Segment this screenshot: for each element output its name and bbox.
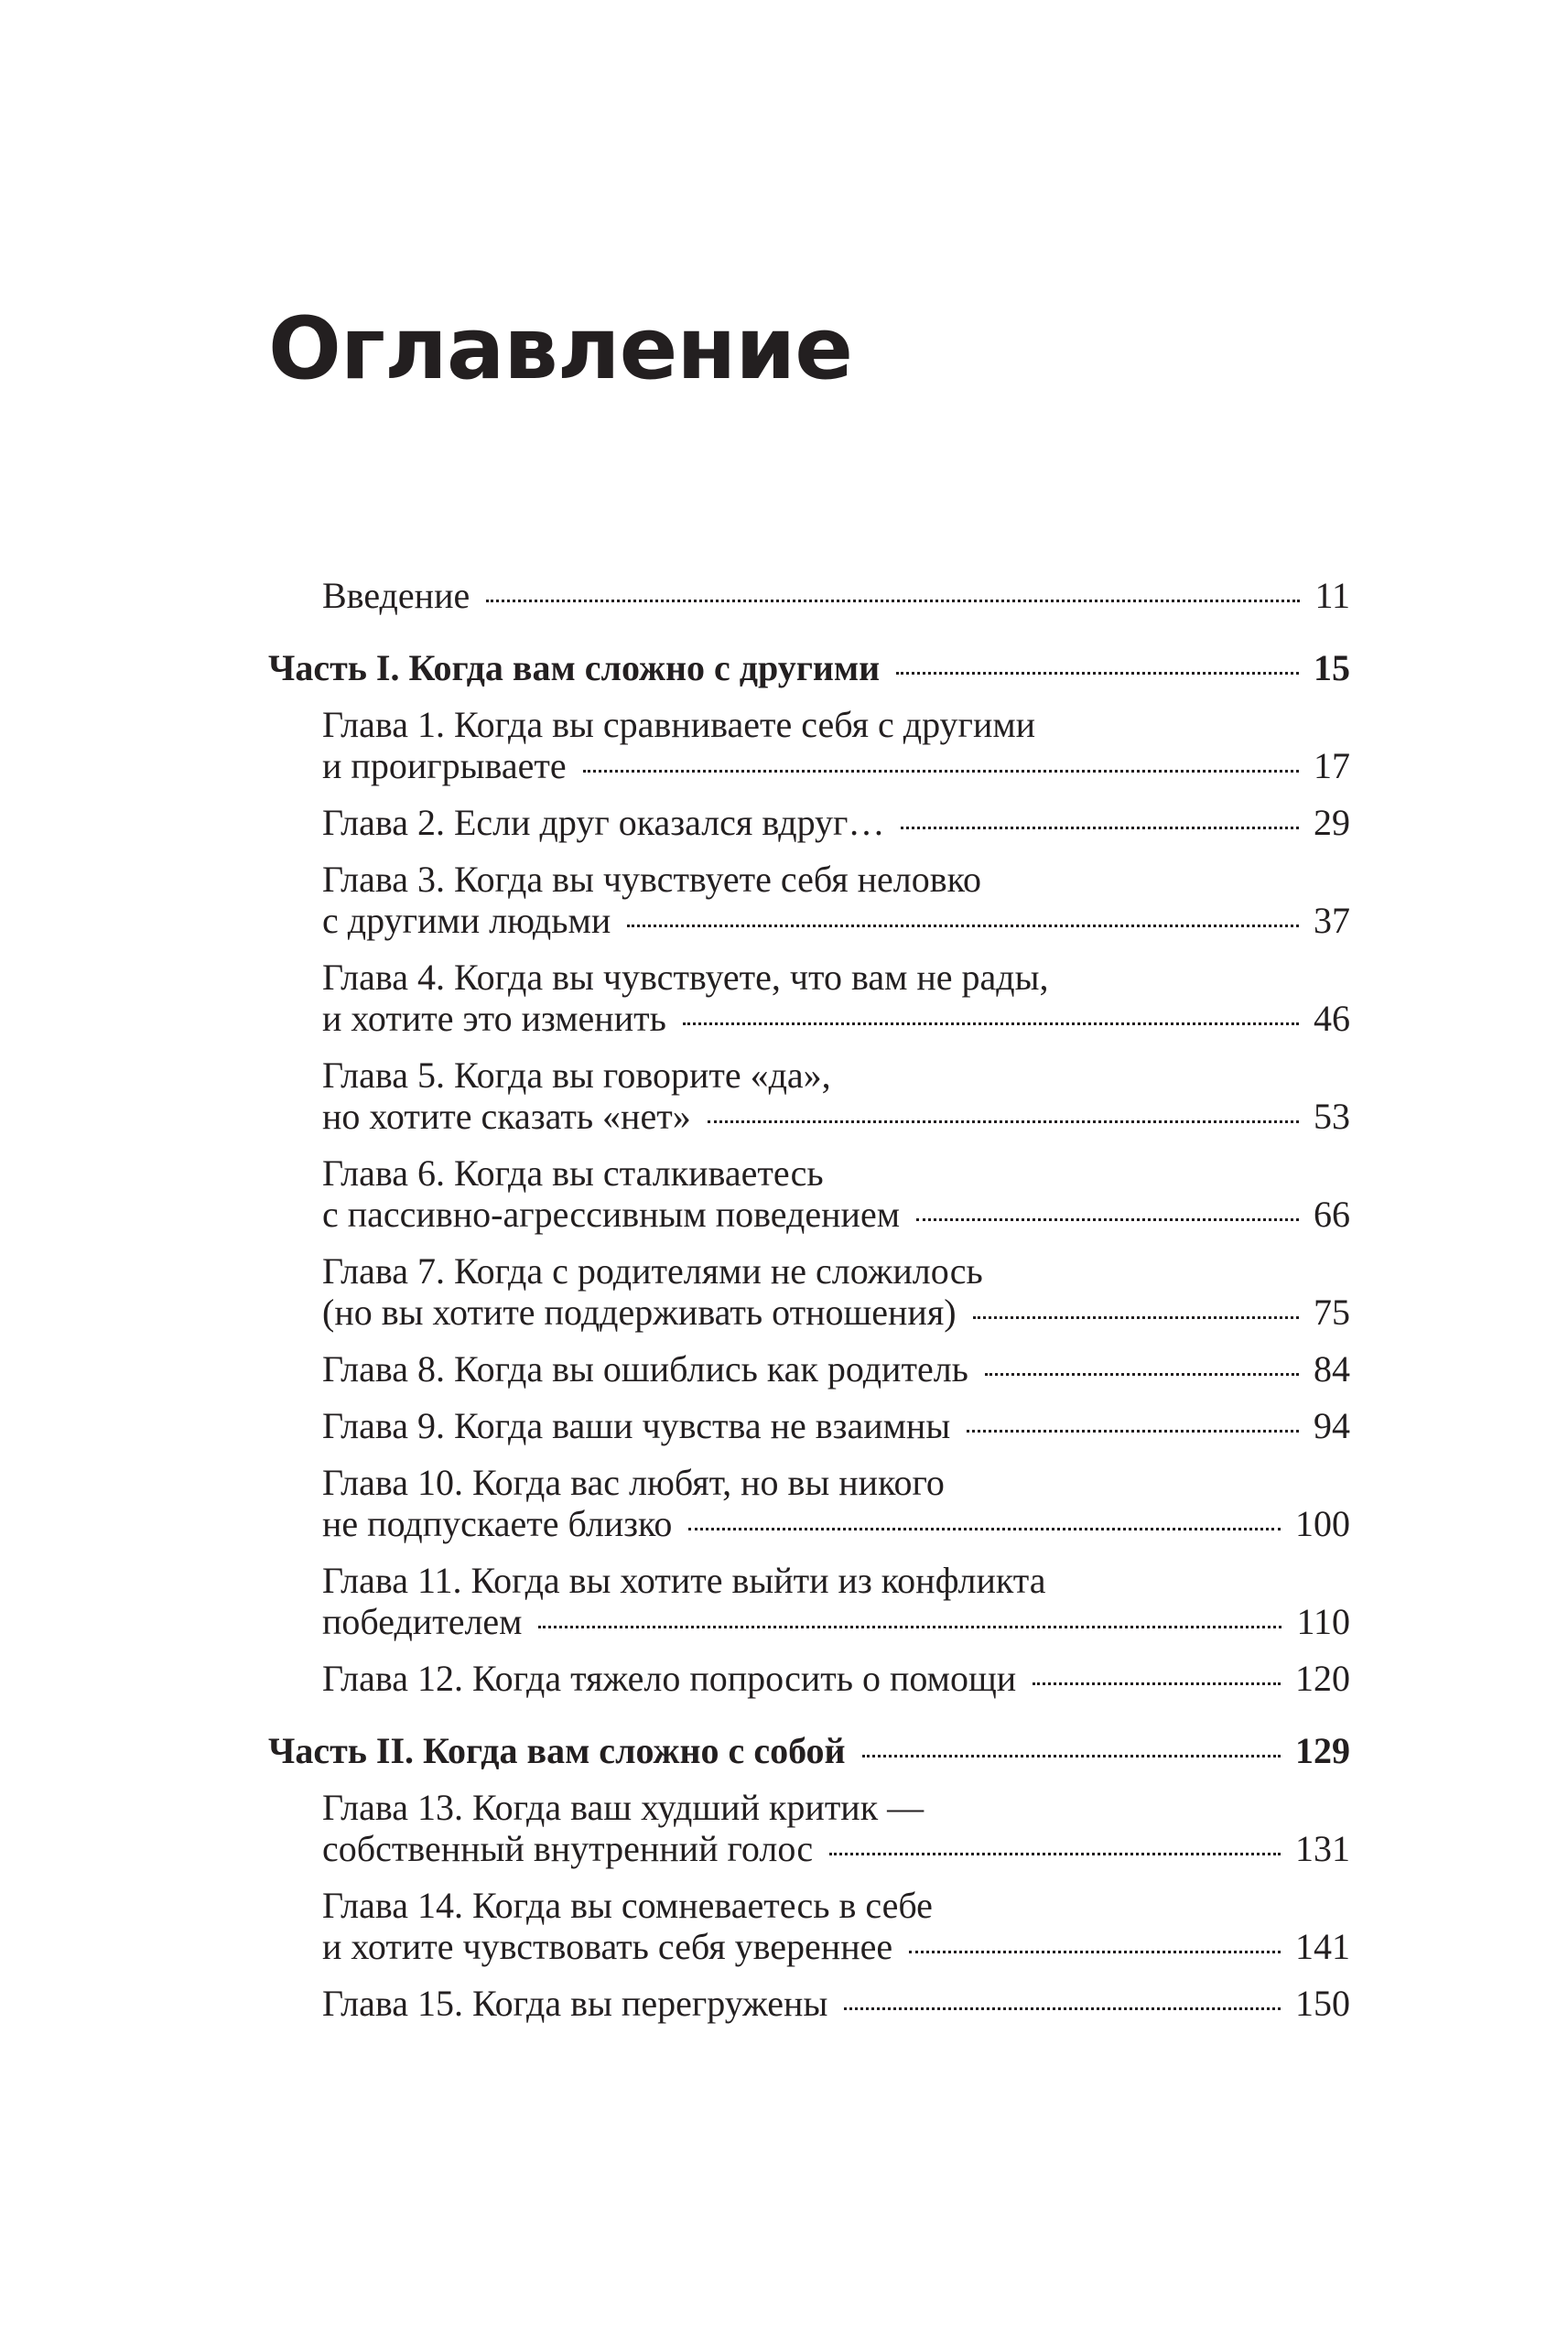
toc-entry-title: но хотите сказать «нет» bbox=[322, 1096, 691, 1137]
toc-entry-title-line: Глава 3. Когда вы чувствуете себя неловко bbox=[322, 859, 982, 900]
toc-page-number: 46 bbox=[1314, 998, 1350, 1039]
dot-leader bbox=[909, 1951, 1281, 1953]
toc-entry-title-line: Глава 7. Когда с родителями не сложилось bbox=[322, 1250, 983, 1292]
table-of-contents bbox=[268, 575, 1350, 2024]
toc-page-number: 94 bbox=[1314, 1405, 1350, 1446]
toc-page-number: 15 bbox=[1314, 647, 1350, 688]
toc-part-title: Часть II. Когда вам сложно с собой bbox=[268, 1730, 846, 1771]
toc-page-number: 110 bbox=[1296, 1601, 1350, 1642]
dot-leader bbox=[973, 1316, 1299, 1319]
toc-page-number: 53 bbox=[1314, 1096, 1350, 1137]
toc-entry-chapter-5[interactable] bbox=[268, 1054, 1350, 1137]
toc-page-number: 100 bbox=[1295, 1503, 1350, 1544]
dot-leader bbox=[627, 925, 1299, 927]
toc-entry-part-1[interactable] bbox=[268, 647, 1350, 688]
toc-entry-title: Глава 9. Когда ваши чувства не взаимны bbox=[322, 1405, 951, 1446]
toc-entry-title: Глава 2. Если друг оказался вдруг… bbox=[322, 802, 885, 843]
toc-entry-title: с пассивно-агрессивным поведением bbox=[322, 1194, 901, 1235]
toc-page-number: 129 bbox=[1295, 1730, 1350, 1771]
page-title: Оглавление bbox=[268, 299, 852, 399]
toc-entry-chapter-14[interactable] bbox=[268, 1885, 1350, 1967]
toc-entry-title-line: Глава 5. Когда вы говорите «да», bbox=[322, 1054, 831, 1096]
toc-page-number: 120 bbox=[1295, 1658, 1350, 1699]
toc-entry-chapter-3[interactable] bbox=[268, 859, 1350, 941]
toc-entry-chapter-8[interactable] bbox=[268, 1348, 1350, 1390]
dot-leader bbox=[583, 770, 1299, 773]
toc-entry-title: Глава 15. Когда вы перегружены bbox=[322, 1983, 828, 2024]
toc-entry-title: Глава 8. Когда вы ошиблись как родитель bbox=[322, 1348, 968, 1390]
toc-entry-title: не подпускаете близко bbox=[322, 1503, 673, 1544]
toc-entry-chapter-9[interactable] bbox=[268, 1405, 1350, 1446]
toc-entry-title: собственный внутренний голос bbox=[322, 1828, 814, 1869]
toc-entry-title: Глава 12. Когда тяжело попросить о помощи bbox=[322, 1658, 1017, 1699]
toc-page-number: 17 bbox=[1314, 745, 1350, 786]
dot-leader bbox=[985, 1373, 1299, 1376]
toc-entry-part-2[interactable] bbox=[268, 1730, 1350, 1771]
toc-page-number: 29 bbox=[1314, 802, 1350, 843]
dot-leader bbox=[916, 1218, 1299, 1221]
toc-entry-title: победителем bbox=[322, 1601, 523, 1642]
dot-leader bbox=[862, 1755, 1281, 1757]
toc-page-number: 131 bbox=[1295, 1828, 1350, 1869]
dot-leader bbox=[683, 1022, 1299, 1025]
toc-entry-title: (но вы хотите поддерживать отношения) bbox=[322, 1292, 957, 1333]
toc-page-number: 84 bbox=[1314, 1348, 1350, 1390]
toc-entry-title-line: Глава 1. Когда вы сравниваете себя с другими bbox=[322, 704, 1036, 745]
toc-entry-title-line: Глава 13. Когда ваш худший критик — bbox=[322, 1787, 925, 1828]
toc-entry-chapter-13[interactable] bbox=[268, 1787, 1350, 1869]
toc-entry-title: и хотите это изменить bbox=[322, 998, 666, 1039]
toc-entry-chapter-10[interactable] bbox=[268, 1462, 1350, 1544]
toc-page-number: 66 bbox=[1314, 1194, 1350, 1235]
dot-leader bbox=[896, 672, 1299, 675]
toc-entry-chapter-15[interactable] bbox=[268, 1983, 1350, 2024]
dot-leader bbox=[844, 2007, 1281, 2010]
toc-entry-title-line: Глава 11. Когда вы хотите выйти из конфликта bbox=[322, 1560, 1046, 1601]
dot-leader bbox=[708, 1120, 1299, 1123]
toc-page-number: 11 bbox=[1314, 575, 1350, 616]
toc-part-title: Часть I. Когда вам сложно с другими bbox=[268, 647, 881, 688]
toc-entry-title: Введение bbox=[322, 575, 470, 616]
toc-entry-title: и проигрываете bbox=[322, 745, 567, 786]
toc-entry-chapter-12[interactable] bbox=[268, 1658, 1350, 1699]
toc-entry-chapter-1[interactable] bbox=[268, 704, 1350, 786]
toc-entry-title-line: Глава 4. Когда вы чувствуете, что вам не рады, bbox=[322, 957, 1049, 998]
toc-entry-title: с другими людьми bbox=[322, 900, 611, 941]
dot-leader bbox=[538, 1626, 1281, 1628]
toc-entry-chapter-6[interactable] bbox=[268, 1152, 1350, 1235]
toc-entry-title-line: Глава 14. Когда вы сомневаетесь в себе bbox=[322, 1885, 933, 1926]
dot-leader bbox=[1033, 1682, 1281, 1685]
dot-leader bbox=[829, 1853, 1281, 1855]
toc-entry-title-line: Глава 6. Когда вы сталкиваетесь bbox=[322, 1152, 824, 1194]
toc-entry-chapter-4[interactable] bbox=[268, 957, 1350, 1039]
toc-page-number: 150 bbox=[1295, 1983, 1350, 2024]
toc-entry-chapter-7[interactable] bbox=[268, 1250, 1350, 1333]
toc-entry-title: и хотите чувствовать себя увереннее bbox=[322, 1926, 893, 1967]
toc-entry-title-line: Глава 10. Когда вас любят, но вы никого bbox=[322, 1462, 945, 1503]
toc-page-number: 75 bbox=[1314, 1292, 1350, 1333]
dot-leader bbox=[688, 1528, 1281, 1530]
dot-leader bbox=[967, 1430, 1299, 1433]
toc-page-number: 37 bbox=[1314, 900, 1350, 941]
toc-page-number: 141 bbox=[1295, 1926, 1350, 1967]
toc-entry-chapter-2[interactable] bbox=[268, 802, 1350, 843]
toc-entry-intro[interactable] bbox=[268, 575, 1350, 616]
dot-leader bbox=[486, 600, 1300, 602]
toc-entry-chapter-11[interactable] bbox=[268, 1560, 1350, 1642]
dot-leader bbox=[901, 827, 1299, 829]
